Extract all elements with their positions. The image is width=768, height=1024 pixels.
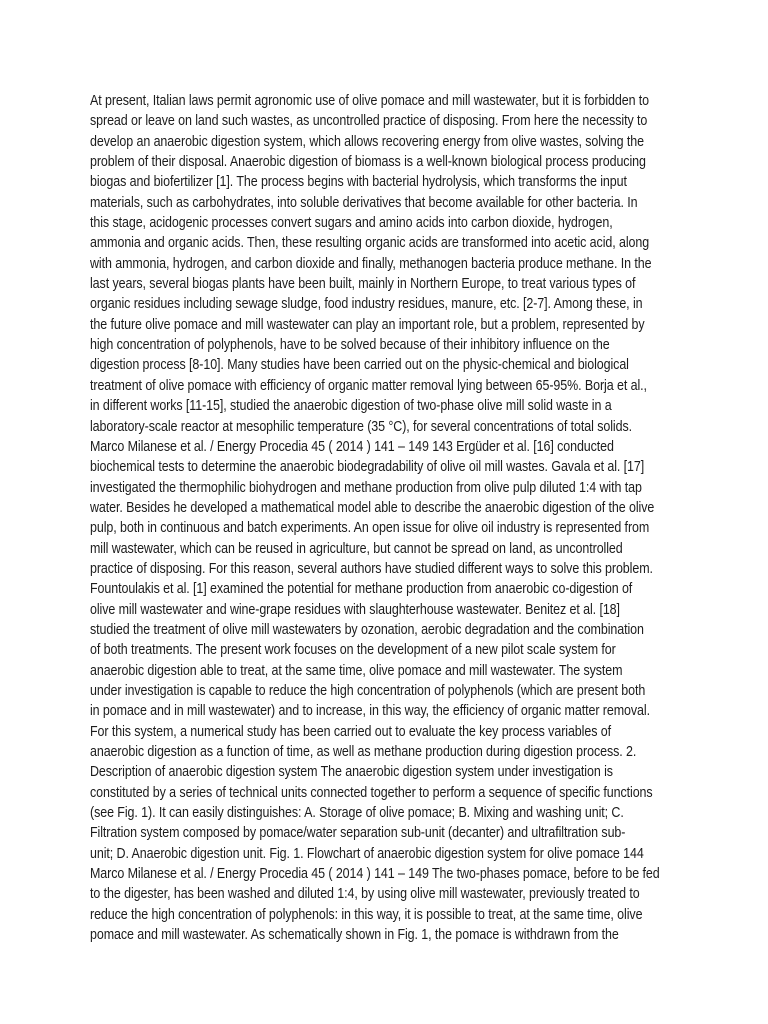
text-line: mill wastewater, which can be reused in agriculture, but cannot be spread on land, as uncontrolled bbox=[90, 540, 623, 557]
text-line: For this system, a numerical study has been carried out to evaluate the key process variables of bbox=[90, 723, 611, 740]
text-line: Description of anaerobic digestion system The anaerobic digestion system under investigation is bbox=[90, 764, 613, 781]
text-line: materials, such as carbohydrates, into soluble derivatives that become available for other bacteria. In bbox=[90, 194, 638, 211]
text-line: reduce the high concentration of polyphenols: in this way, it is possible to treat, at the same time, olive bbox=[90, 906, 643, 923]
text-line: of both treatments. The present work focuses on the development of a new pilot scale system for bbox=[90, 642, 616, 659]
text-line: anaerobic digestion as a function of time, as well as methane production during digestion process. 2. bbox=[90, 744, 637, 760]
text-line: the future olive pomace and mill wastewater can play an important role, but a problem, represented by bbox=[90, 316, 645, 333]
text-line: Marco Milanese et al. / Energy Procedia 45 ( 2014 ) 141 – 149 The two-phases pomace, before to be fed bbox=[90, 866, 660, 883]
text-line: under investigation is capable to reduce the high concentration of polyphenols (which are present both bbox=[90, 682, 646, 699]
text-line: last years, several biogas plants have been built, mainly in Northern Europe, to treat various types of bbox=[90, 276, 636, 293]
text-line: Fountoulakis et al. [1] examined the potential for methane production from anaerobic co-digestion of bbox=[90, 581, 633, 598]
text-line: olive mill wastewater and wine-grape residues with slaughterhouse wastewater. Benitez et al. [18] bbox=[90, 601, 620, 618]
text-line: unit; D. Anaerobic digestion unit. Fig. 1. Flowchart of anaerobic digestion system for olive pomace 144 bbox=[90, 845, 644, 862]
text-line: biogas and biofertilizer [1]. The process begins with bacterial hydrolysis, which transforms the input bbox=[90, 174, 627, 191]
text-line: studied the treatment of olive mill wastewaters by ozonation, aerobic degradation and the combination bbox=[90, 621, 644, 638]
text-line: in pomace and in mill wastewater) and to increase, in this way, the efficiency of organic matter removal. bbox=[90, 703, 650, 720]
text-line: Filtration system composed by pomace/water separation sub-unit (decanter) and ultrafiltration sub- bbox=[90, 825, 626, 842]
text-line: At present, Italian laws permit agronomic use of olive pomace and mill wastewater, but it is forbidden to bbox=[90, 93, 650, 109]
text-line: (see Fig. 1). It can easily distinguishes: A. Storage of olive pomace; B. Mixing and washing unit; C. bbox=[90, 805, 624, 822]
text-line: to the digester, has been washed and diluted 1:4, by using olive mill wastewater, previously treated to bbox=[90, 886, 640, 903]
text-line: ammonia and organic acids. Then, these resulting organic acids are transformed into acetic acid, along bbox=[90, 235, 650, 252]
text-line: treatment of olive pomace with efficiency of organic matter removal lying between 65-95%. Borja et al., bbox=[90, 377, 647, 394]
text-line: high concentration of polyphenols, have to be solved because of their inhibitory influence on the bbox=[90, 337, 610, 354]
body-paragraph bbox=[90, 91, 690, 945]
text-line: develop an anaerobic digestion system, which allows recovering energy from olive wastes, solving the bbox=[90, 133, 644, 150]
text-line: water. Besides he developed a mathematical model able to describe the anaerobic digestion of the olive bbox=[90, 499, 655, 516]
text-line: with ammonia, hydrogen, and carbon dioxide and finally, methanogen bacteria produce methane. In the bbox=[90, 255, 652, 272]
text-line: laboratory-scale reactor at mesophilic temperature (35 °C), for several concentrations of total solids. bbox=[90, 418, 632, 435]
text-line: pulp, both in continuous and batch experiments. An open issue for olive oil industry is represented from bbox=[90, 520, 650, 537]
text-line: this stage, acidogenic processes convert sugars and amino acids into carbon dioxide, hydrogen, bbox=[90, 215, 613, 232]
text-line: digestion process [8-10]. Many studies have been carried out on the physic-chemical and biological bbox=[90, 357, 629, 374]
text-line: Marco Milanese et al. / Energy Procedia 45 ( 2014 ) 141 – 149 143 Ergüder et al. [16] conducted bbox=[90, 438, 614, 455]
text-line: in different works [11-15], studied the anaerobic digestion of two-phase olive mill solid waste in a bbox=[90, 398, 612, 415]
text-line: investigated the thermophilic biohydrogen and methane production from olive pulp diluted 1:4 with tap bbox=[90, 479, 642, 496]
text-line: spread or leave on land such wastes, as uncontrolled practice of disposing. From here the necessity to bbox=[90, 113, 648, 130]
text-line: anaerobic digestion able to treat, at the same time, olive pomace and mill wastewater. The system bbox=[90, 662, 623, 679]
text-line: biochemical tests to determine the anaerobic biodegradability of olive oil mill wastes. Gavala et al. [17] bbox=[90, 459, 645, 476]
text-line: pomace and mill wastewater. As schematically shown in Fig. 1, the pomace is withdrawn from the bbox=[90, 927, 619, 944]
text-line: practice of disposing. For this reason, several authors have studied different ways to solve this problem. bbox=[90, 560, 653, 577]
text-line: organic residues including sewage sludge, food industry residues, manure, etc. [2-7]. Among these, in bbox=[90, 296, 643, 313]
text-line: problem of their disposal. Anaerobic digestion of biomass is a well-known biological process producing bbox=[90, 154, 646, 171]
text-line: constituted by a series of technical units connected together to perform a sequence of specific functions bbox=[90, 784, 653, 801]
